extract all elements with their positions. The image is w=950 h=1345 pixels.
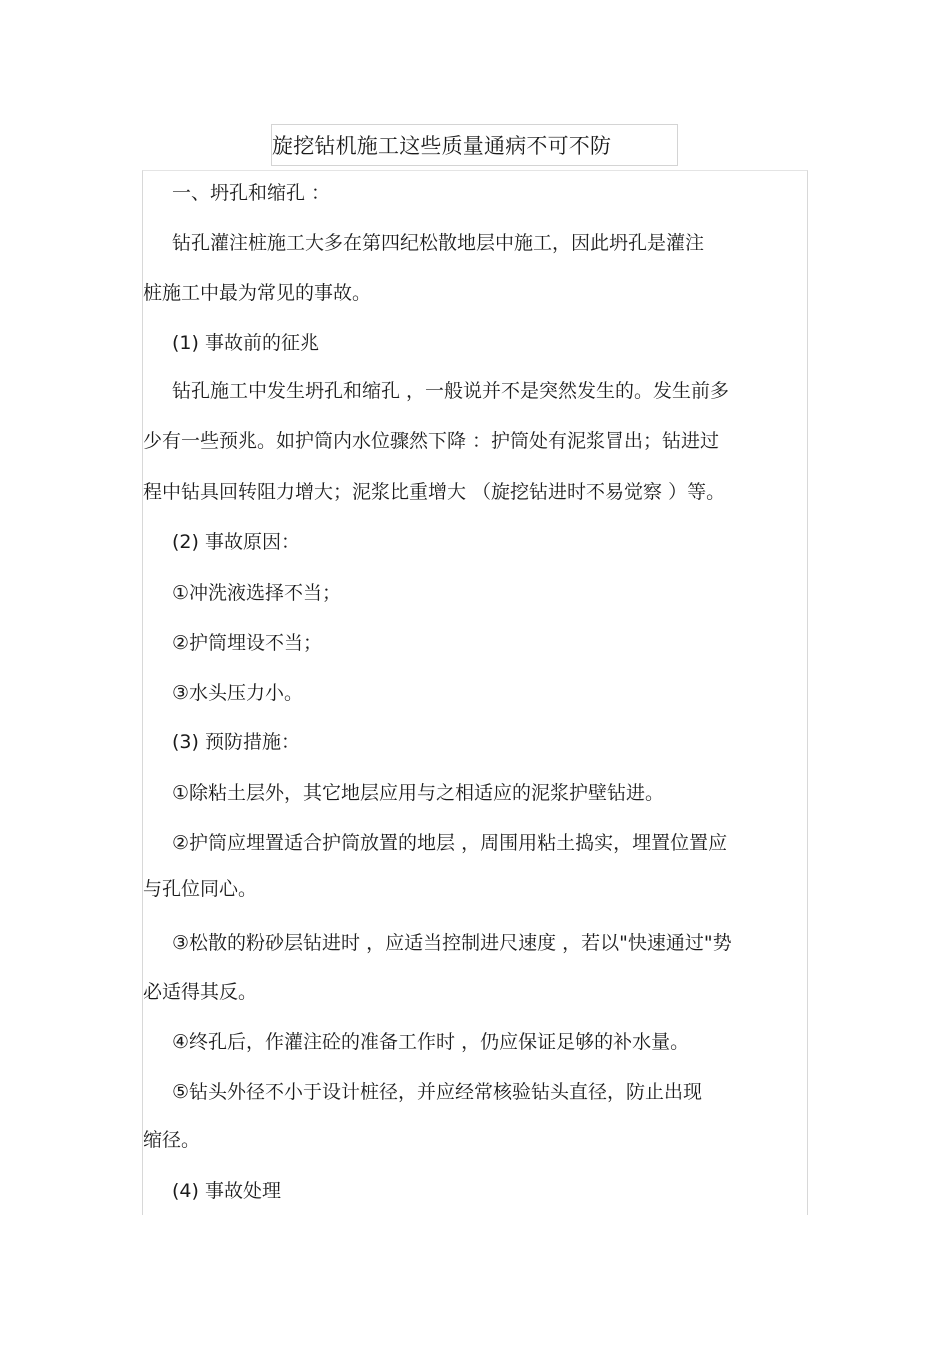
subheading-precursor: (1) 事故前的征兆 (172, 332, 319, 354)
subheading-handling: (4) 事故处理 (172, 1180, 281, 1202)
list-item-continuation: 必适得其反。 (143, 981, 258, 1003)
paragraph-line: 程中钻具回转阻力增大；泥浆比重增大 （旋挖钻进时不易觉察 ）等。 (143, 481, 726, 503)
paragraph-line: 桩施工中最为常见的事故。 (143, 282, 372, 304)
list-item: ②护筒埋设不当； (172, 632, 323, 654)
paragraph-line: 少有一些预兆。如护筒内水位骤然下降 ：护筒处有泥浆冒出；钻进过 (143, 430, 720, 452)
list-item: ④终孔后，作灌注砼的准备工作时 ，仍应保证足够的补水量。 (172, 1031, 690, 1053)
paragraph-line: 钻孔施工中发生坍孔和缩孔 ，一般说并不是突然发生的。发生前多 (172, 380, 730, 402)
list-item: ②护筒应埋置适合护筒放置的地层 ，周围用粘土捣实，埋置位置应 (172, 832, 728, 854)
list-item-continuation: 缩径。 (143, 1129, 201, 1151)
list-item: ①冲洗液选择不当； (172, 582, 342, 604)
title-box (271, 124, 678, 166)
list-item: ⑤钻头外径不小于设计桩径，并应经常核验钻头直径，防止出现 (172, 1081, 703, 1103)
subheading-prevention: (3) 预防措施： (172, 731, 300, 753)
section-heading-collapse: 一、坍孔和缩孔 ： (172, 182, 331, 204)
paragraph-line: 钻孔灌注桩施工大多在第四纪松散地层中施工，因此坍孔是灌注 (172, 232, 705, 254)
document-title: 旋挖钻机施工这些质量通病不可不防 (272, 134, 612, 158)
list-item: ③水头压力小。 (172, 682, 304, 704)
list-item: ①除粘土层外，其它地层应用与之相适应的泥浆护壁钻进。 (172, 782, 665, 804)
subheading-cause: (2) 事故原因： (172, 531, 300, 553)
list-item-continuation: 与孔位同心。 (143, 878, 258, 900)
list-item: ③松散的粉砂层钻进时 ，应适当控制进尺速度 ，若以"快速通过"势 (172, 932, 732, 954)
